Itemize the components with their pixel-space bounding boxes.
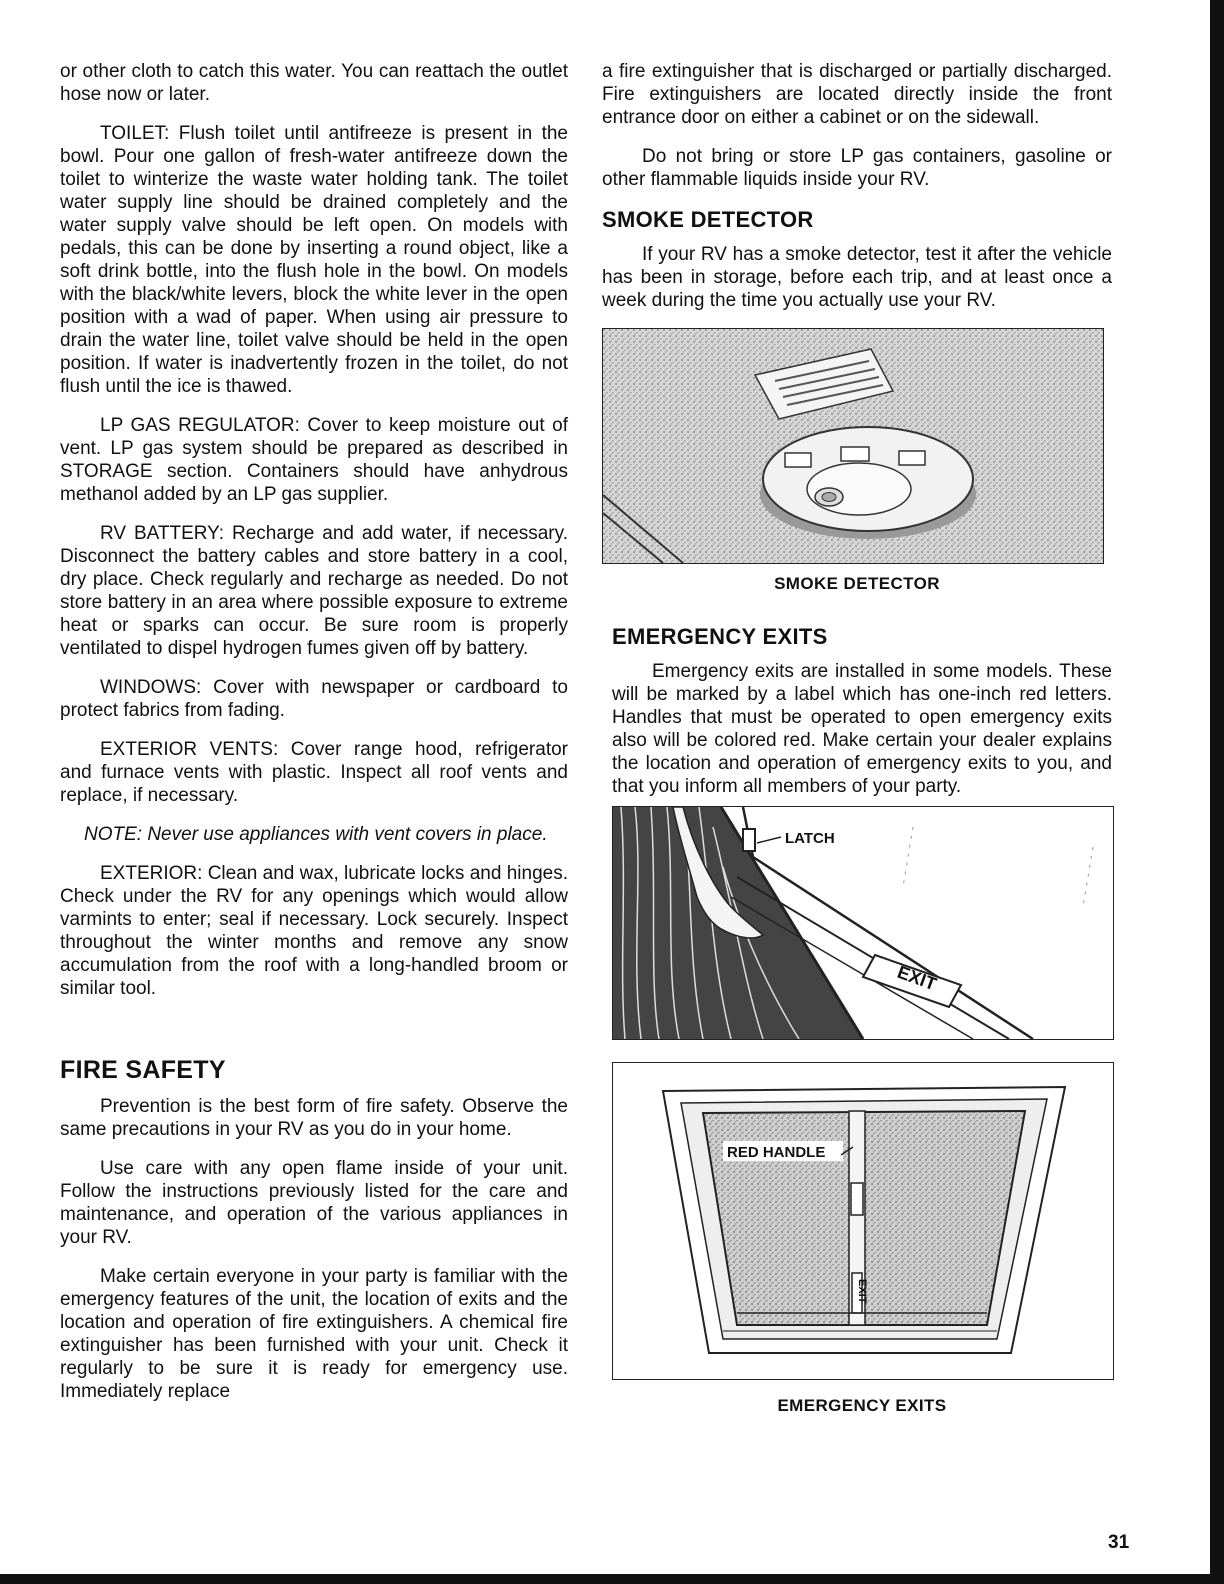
paragraph-exterior: EXTERIOR: Clean and wax, lubricate locks and hinges. Check under the RV for any openings which would allow varmints to enter; seal if necessary. Lock securely. Inspect throughout the winter months and remove any snow accumulation from the roof with a long-handled broom or similar tool. — [60, 863, 568, 999]
paragraph-lp-gas-regulator: LP GAS REGULATOR: Cover to keep moisture out of vent. LP gas system should be prepared as described in STORAGE section. Containers should have anhydrous methanol added by an LP gas supplier. — [60, 415, 568, 505]
paragraph-rv-battery: RV BATTERY: Recharge and add water, if necessary. Disconnect the battery cables and store battery in a cool, dry place. Check regularly and recharge as needed. Do not store battery in an area where possible exposure to extreme heat or sparks can occur. Be sure room is properly ventilated to dispel hydrogen fumes given off by battery. — [60, 523, 568, 659]
figure-smoke-detector — [602, 328, 1104, 564]
paragraph-continue-right: a fire extinguisher that is discharged or partially discharged. Fire extinguishers are located directly inside the front entrance door on either a cabinet or on the sidewall. — [602, 61, 1112, 128]
right-column — [602, 60, 1112, 1416]
label-exit-sill: EXIT — [894, 961, 940, 995]
paragraph-lp-containers: Do not bring or store LP gas containers, gasoline or other flammable liquids inside your RV. — [602, 146, 1112, 190]
paragraph-fire-extinguishers: Make certain everyone in your party is familiar with the emergency features of the unit, the location of exits and the location and operation of fire extinguishers. A chemical fire extinguisher has been furnished with your unit. Check it regularly to be sure it is ready for emergency use. Immediately replace — [60, 1266, 568, 1402]
paragraph-fire-prevention: Prevention is the best form of fire safety. Observe the same precautions in your RV as you do in your home. — [60, 1096, 568, 1140]
heading-emergency-exits: EMERGENCY EXITS — [612, 624, 828, 649]
heading-fire-safety: FIRE SAFETY — [60, 1056, 226, 1084]
paragraph-emergency-exits: Emergency exits are installed in some models. These will be marked by a label which has one-inch red letters. Handles that must be operated to open emergency exits also will be colored red. Make certain your dealer explains the location and operation of emergency exits to you, and that you inform all members of your party. — [612, 661, 1112, 797]
left-column — [60, 60, 568, 1419]
label-latch: LATCH — [785, 830, 835, 847]
page-border-right — [1210, 0, 1224, 1584]
paragraph-windows: WINDOWS: Cover with newspaper or cardboard to protect fabrics from fading. — [60, 677, 568, 721]
exit-latch-illustration — [613, 807, 1113, 1039]
paragraph-smoke-detector: If your RV has a smoke detector, test it after the vehicle has been in storage, before each trip, and at least once a week during the time you actually use your RV. — [602, 244, 1112, 311]
heading-smoke-detector: SMOKE DETECTOR — [602, 207, 814, 232]
figure-exit-window — [612, 1062, 1114, 1380]
page-border-bottom — [0, 1574, 1224, 1584]
paragraph-toilet: TOILET: Flush toilet until antifreeze is present in the bowl. Pour one gallon of fresh-water antifreeze down the toilet to winterize the waste water holding tank. The toilet water supply line should be drained completely and the water supply valve should be left open. On models with pedals, this can be done by inserting a round object, like a soft drink bottle, into the flush hole in the bowl. On models with the black/white levers, block the white lever in the open position with a wad of paper. When using air pressure to drain the water line, toilet valve should be held in the open position. If water is inadvertently frozen in the toilet, do not flush until the ice is thawed. — [60, 123, 568, 397]
paragraph-exterior-vents: EXTERIOR VENTS: Cover range hood, refrigerator and furnace vents with plastic. Inspect all roof vents and replace, if necessary. — [60, 739, 568, 806]
page-number: 31 — [1108, 1532, 1130, 1553]
caption-smoke-detector: SMOKE DETECTOR — [774, 574, 940, 593]
paragraph-continue-left: or other cloth to catch this water. You can reattach the outlet hose now or later. — [60, 61, 568, 105]
figure-exit-latch — [612, 806, 1114, 1040]
smoke-detector-illustration — [603, 329, 1103, 563]
exit-window-illustration — [613, 1063, 1113, 1379]
note-vent-covers: NOTE: Never use appliances with vent covers in place. — [84, 824, 548, 845]
caption-emergency-exits: EMERGENCY EXITS — [777, 1396, 947, 1415]
label-red-handle: RED HANDLE — [727, 1144, 826, 1161]
label-exit-window: EXIT — [856, 1279, 868, 1304]
paragraph-open-flame: Use care with any open flame inside of your unit. Follow the instructions previously listed for the care and maintenance, and operation of the various appliances in your RV. — [60, 1158, 568, 1248]
